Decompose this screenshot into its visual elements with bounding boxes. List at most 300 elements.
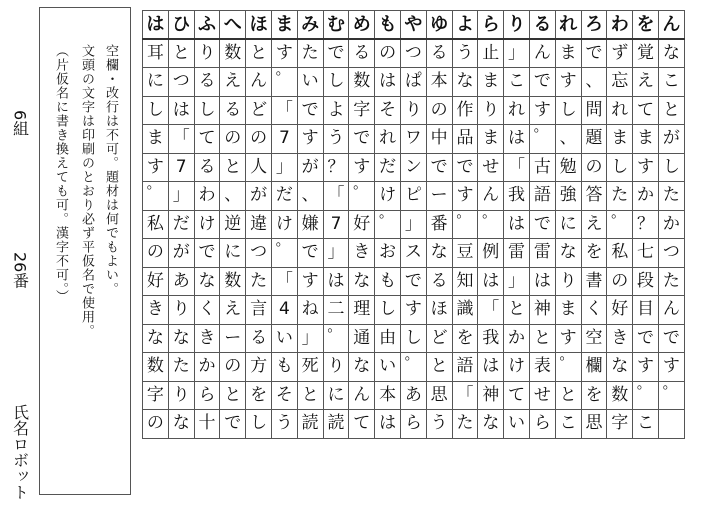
- grid-cell: て: [633, 96, 659, 125]
- grid-cell: は: [529, 267, 555, 296]
- rule-1: 空欄・改行は不可。題材は何でもよい。: [103, 44, 118, 296]
- grid-cell: 読: [323, 410, 349, 439]
- grid-cell: る: [426, 39, 452, 68]
- grid-cell: そ: [271, 381, 297, 410]
- grid-cell: た: [607, 182, 633, 211]
- grid-cell: ま: [143, 125, 169, 154]
- grid-cell: が: [297, 153, 323, 182]
- grid-cell: 語: [452, 353, 478, 382]
- grid-cell: た: [658, 267, 684, 296]
- grid-cell: 我: [478, 324, 504, 353]
- grid-cell: と: [504, 296, 530, 325]
- grid-cell: う: [452, 39, 478, 68]
- grid-row: [143, 410, 685, 439]
- grid-cell: 「: [323, 182, 349, 211]
- grid-cell: し: [658, 153, 684, 182]
- grid-header-cell: ろ: [581, 11, 607, 40]
- grid-header-cell: む: [323, 11, 349, 40]
- grid-cell: 字: [143, 381, 169, 410]
- grid-cell: の: [143, 239, 169, 268]
- grid-cell: う: [271, 410, 297, 439]
- grid-row: [143, 96, 685, 125]
- grid-cell: す: [633, 353, 659, 382]
- grid-cell: 空: [581, 324, 607, 353]
- grid-cell: が: [246, 182, 272, 211]
- grid-cell: 作: [452, 96, 478, 125]
- grid-cell: で: [633, 324, 659, 353]
- grid-cell: で: [529, 68, 555, 97]
- grid-cell: 字: [607, 410, 633, 439]
- grid-header-cell: れ: [555, 11, 581, 40]
- grid-cell: は: [478, 267, 504, 296]
- grid-cell: き: [194, 324, 220, 353]
- grid-cell: と: [168, 39, 194, 68]
- grid-cell: 、: [220, 182, 246, 211]
- name-label: 氏名ロボット: [10, 403, 30, 500]
- grid-cell: か: [633, 182, 659, 211]
- grid-cell: す: [529, 96, 555, 125]
- grid-cell: 4: [271, 296, 297, 325]
- grid-cell: で: [220, 410, 246, 439]
- grid-cell: 本: [426, 68, 452, 97]
- grid-cell: 数: [143, 353, 169, 382]
- grid-cell: と: [529, 324, 555, 353]
- grid-cell: 違: [246, 210, 272, 239]
- grid-cell: る: [349, 39, 375, 68]
- grid-cell: 7: [323, 210, 349, 239]
- grid-cell: ぱ: [400, 68, 426, 97]
- grid-cell: ま: [633, 125, 659, 154]
- grid-cell: ま: [555, 39, 581, 68]
- grid-cell: と: [220, 381, 246, 410]
- grid-cell: 古: [529, 153, 555, 182]
- grid-row: [143, 68, 685, 97]
- grid-cell: か: [658, 210, 684, 239]
- grid-cell: ず: [607, 39, 633, 68]
- grid-cell: 表: [529, 353, 555, 382]
- grid-header-cell: み: [297, 11, 323, 40]
- grid-cell: し: [555, 96, 581, 125]
- grid-cell: ゜: [143, 182, 169, 211]
- grid-cell: ね: [297, 296, 323, 325]
- grid-cell: い: [271, 324, 297, 353]
- grid-cell: で: [194, 239, 220, 268]
- grid-cell: き: [349, 239, 375, 268]
- grid-cell: を: [581, 239, 607, 268]
- grid-cell: 「: [271, 96, 297, 125]
- grid-cell: り: [168, 381, 194, 410]
- grid-row: [143, 39, 685, 68]
- grid-cell: の: [220, 125, 246, 154]
- grid-cell: 字: [349, 96, 375, 125]
- grid-cell: 神: [529, 296, 555, 325]
- grid-cell: で: [349, 125, 375, 154]
- grid-cell: け: [375, 182, 401, 211]
- grid-header-cell: る: [529, 11, 555, 40]
- grid-header-cell: ふ: [194, 11, 220, 40]
- grid-cell: あ: [400, 381, 426, 410]
- grid-row: [143, 239, 685, 268]
- grid-cell: は: [323, 267, 349, 296]
- grid-cell: こ: [633, 410, 659, 439]
- grid-cell: ゜: [452, 210, 478, 239]
- grid-cell: 神: [478, 381, 504, 410]
- grid-cell: な: [143, 324, 169, 353]
- grid-cell: 「: [478, 296, 504, 325]
- grid-cell: わ: [194, 182, 220, 211]
- grid-cell: り: [323, 353, 349, 382]
- grid-cell: つ: [246, 239, 272, 268]
- grid-cell: で: [400, 267, 426, 296]
- grid-cell: る: [194, 153, 220, 182]
- grid-cell: れ: [607, 96, 633, 125]
- grid-cell: 数: [607, 381, 633, 410]
- grid-cell: 答: [581, 182, 607, 211]
- grid-cell: 私: [607, 239, 633, 268]
- grid-cell: ん: [246, 68, 272, 97]
- grid-cell: す: [297, 125, 323, 154]
- grid-cell: 、: [581, 68, 607, 97]
- grid-cell: ゜: [400, 353, 426, 382]
- grid-header-cell: へ: [220, 11, 246, 40]
- grid-cell: ま: [555, 296, 581, 325]
- grid-header-row: [143, 11, 685, 40]
- grid-cell: こ: [658, 68, 684, 97]
- grid-cell: で: [658, 324, 684, 353]
- grid-cell: に: [555, 210, 581, 239]
- grid-cell: い: [297, 68, 323, 97]
- grid-cell: だ: [168, 210, 194, 239]
- grid-cell: 思: [581, 410, 607, 439]
- grid-cell: る: [246, 324, 272, 353]
- grid-cell: す: [271, 39, 297, 68]
- grid-cell: 段: [633, 267, 659, 296]
- grid-cell: 人: [246, 153, 272, 182]
- grid-cell: な: [658, 39, 684, 68]
- grid-cell: す: [400, 296, 426, 325]
- grid-cell: ゜: [607, 210, 633, 239]
- grid-cell: ん: [478, 182, 504, 211]
- grid-cell: ス: [400, 239, 426, 268]
- grid-cell: な: [478, 410, 504, 439]
- grid-cell: く: [194, 296, 220, 325]
- grid-cell: で: [529, 210, 555, 239]
- grid-cell: は: [504, 210, 530, 239]
- grid-cell: え: [633, 68, 659, 97]
- grid-cell: ゜: [349, 182, 375, 211]
- grid-cell: る: [426, 267, 452, 296]
- grid-cell: と: [555, 381, 581, 410]
- grid-cell: 耳: [143, 39, 169, 68]
- grid-cell: 雷: [529, 239, 555, 268]
- grid-cell: し: [246, 410, 272, 439]
- grid-cell: 雷: [504, 239, 530, 268]
- grid-cell: ー: [220, 324, 246, 353]
- grid-cell: ゜: [323, 324, 349, 353]
- grid-cell: 」: [504, 39, 530, 68]
- grid-cell: ン: [400, 153, 426, 182]
- grid-cell: す: [297, 267, 323, 296]
- grid-cell: た: [246, 267, 272, 296]
- grid-cell: で: [297, 239, 323, 268]
- grid-cell: 止: [478, 39, 504, 68]
- grid-cell: と: [426, 353, 452, 382]
- grid-cell: 」: [297, 324, 323, 353]
- grid-cell: 欄: [581, 353, 607, 382]
- grid-cell: だ: [271, 182, 297, 211]
- grid-cell: [658, 410, 684, 439]
- grid-cell: な: [607, 353, 633, 382]
- grid-cell: け: [271, 210, 297, 239]
- grid-cell: ほ: [426, 296, 452, 325]
- grid-cell: つ: [400, 39, 426, 68]
- grid-cell: た: [297, 39, 323, 68]
- grid-cell: 数: [220, 267, 246, 296]
- grid-cell: 嫌: [297, 210, 323, 239]
- grid-cell: よ: [323, 96, 349, 125]
- grid-cell: は: [168, 96, 194, 125]
- grid-cell: 思: [426, 381, 452, 410]
- grid-row: [143, 324, 685, 353]
- manuscript-grid: [142, 10, 685, 439]
- grid-cell: 読: [297, 410, 323, 439]
- grid-cell: の: [375, 39, 401, 68]
- grid-cell: し: [143, 96, 169, 125]
- grid-cell: 好: [607, 296, 633, 325]
- grid-cell: 好: [349, 210, 375, 239]
- grid-cell: つ: [168, 68, 194, 97]
- rule-2: 文頭の文字は印刷のとおり必ず平仮名で使用。: [79, 44, 94, 338]
- grid-cell: に: [143, 68, 169, 97]
- grid-cell: せ: [478, 153, 504, 182]
- grid-cell: な: [194, 267, 220, 296]
- grid-cell: ピ: [400, 182, 426, 211]
- grid-cell: た: [168, 353, 194, 382]
- grid-cell: ど: [246, 96, 272, 125]
- grid-cell: 逆: [220, 210, 246, 239]
- grid-cell: と: [246, 39, 272, 68]
- grid-cell: 7: [271, 125, 297, 154]
- grid-cell: あ: [168, 267, 194, 296]
- number-label: 26番: [10, 251, 30, 289]
- grid-cell: を: [581, 381, 607, 410]
- grid-cell: も: [271, 353, 297, 382]
- grid-cell: ら: [400, 410, 426, 439]
- grid-cell: ゜: [658, 381, 684, 410]
- grid-cell: 死: [297, 353, 323, 382]
- grid-header-cell: や: [400, 11, 426, 40]
- grid-cell: て: [504, 381, 530, 410]
- grid-cell: は: [375, 410, 401, 439]
- grid-cell: ゜: [633, 381, 659, 410]
- grid-cell: い: [504, 410, 530, 439]
- grid-cell: ワ: [400, 125, 426, 154]
- grid-cell: り: [194, 39, 220, 68]
- grid-cell: き: [143, 296, 169, 325]
- grid-header-cell: ん: [658, 11, 684, 40]
- grid-cell: 書: [581, 267, 607, 296]
- grid-cell: き: [607, 324, 633, 353]
- grid-cell: 例: [478, 239, 504, 268]
- grid-cell: か: [194, 353, 220, 382]
- grid-cell: 本: [375, 381, 401, 410]
- grid-cell: も: [375, 267, 401, 296]
- grid-cell: 数: [349, 68, 375, 97]
- grid-cell: す: [555, 324, 581, 353]
- grid-cell: 中: [426, 125, 452, 154]
- grid-cell: 「: [271, 267, 297, 296]
- grid-row: [143, 125, 685, 154]
- grid-cell: す: [555, 68, 581, 97]
- grid-cell: せ: [529, 381, 555, 410]
- grid-cell: ん: [658, 296, 684, 325]
- grid-cell: の: [143, 410, 169, 439]
- grid-cell: な: [555, 239, 581, 268]
- grid-header-cell: ほ: [246, 11, 272, 40]
- grid-cell: お: [375, 239, 401, 268]
- grid-cell: の: [246, 125, 272, 154]
- grid-cell: で: [323, 39, 349, 68]
- grid-cell: に: [323, 381, 349, 410]
- grid-cell: は: [375, 68, 401, 97]
- grid-cell: え: [581, 210, 607, 239]
- grid-cell: が: [658, 125, 684, 154]
- grid-cell: ん: [349, 381, 375, 410]
- grid-cell: を: [246, 381, 272, 410]
- grid-cell: の: [607, 267, 633, 296]
- grid-cell: う: [426, 410, 452, 439]
- grid-cell: を: [452, 324, 478, 353]
- grid-cell: し: [194, 96, 220, 125]
- grid-cell: す: [452, 182, 478, 211]
- grid-cell: 識: [452, 296, 478, 325]
- grid-cell: 二: [323, 296, 349, 325]
- grid-cell: ゜: [529, 125, 555, 154]
- grid-header-cell: ま: [271, 11, 297, 40]
- grid-cell: だ: [375, 153, 401, 182]
- grid-cell: ？: [633, 210, 659, 239]
- grid-cell: 数: [220, 39, 246, 68]
- grid-cell: け: [504, 353, 530, 382]
- grid-cell: 由: [375, 324, 401, 353]
- grid-cell: た: [658, 182, 684, 211]
- grid-cell: な: [349, 267, 375, 296]
- grid-row: [143, 153, 685, 182]
- grid-header-cell: め: [349, 11, 375, 40]
- grid-cell: ま: [607, 125, 633, 154]
- grid-cell: 」: [323, 239, 349, 268]
- grid-cell: す: [349, 153, 375, 182]
- grid-cell: 我: [504, 182, 530, 211]
- grid-cell: は: [504, 125, 530, 154]
- grid-cell: と: [658, 96, 684, 125]
- grid-cell: 忘: [607, 68, 633, 97]
- grid-cell: こ: [555, 410, 581, 439]
- grid-header-cell: ら: [478, 11, 504, 40]
- grid-cell: し: [323, 68, 349, 97]
- grid-cell: る: [220, 96, 246, 125]
- grid-cell: し: [607, 153, 633, 182]
- grid-cell: し: [375, 296, 401, 325]
- grid-cell: 問: [581, 96, 607, 125]
- grid-cell: ？: [323, 153, 349, 182]
- grid-cell: え: [220, 296, 246, 325]
- grid-cell: の: [220, 353, 246, 382]
- grid-cell: す: [633, 153, 659, 182]
- grid-cell: り: [168, 296, 194, 325]
- grid-cell: 通: [349, 324, 375, 353]
- grid-cell: 番: [426, 210, 452, 239]
- grid-cell: 7: [168, 153, 194, 182]
- grid-header-cell: ひ: [168, 11, 194, 40]
- grid-cell: な: [168, 410, 194, 439]
- grid-cell: 私: [143, 210, 169, 239]
- grid-header-cell: ゆ: [426, 11, 452, 40]
- grid-cell: 」: [168, 182, 194, 211]
- grid-cell: る: [194, 68, 220, 97]
- rule-3: （片仮名に書き換えても可。漢字不可。）: [53, 44, 68, 304]
- grid-cell: な: [349, 353, 375, 382]
- grid-cell: す: [658, 353, 684, 382]
- grid-cell: 「: [504, 153, 530, 182]
- grid-cell: 豆: [452, 239, 478, 268]
- grid-cell: た: [452, 410, 478, 439]
- grid-cell: の: [426, 96, 452, 125]
- grid-row: [143, 182, 685, 211]
- class-label: 6組: [10, 110, 30, 137]
- grid-header-cell: り: [504, 11, 530, 40]
- grid-cell: 理: [349, 296, 375, 325]
- grid-cell: と: [297, 381, 323, 410]
- grid-cell: そ: [375, 96, 401, 125]
- grid-cell: ま: [478, 125, 504, 154]
- grid-cell: か: [504, 324, 530, 353]
- grid-cell: 勉: [555, 153, 581, 182]
- grid-cell: れ: [375, 125, 401, 154]
- grid-cell: な: [168, 324, 194, 353]
- grid-header-cell: よ: [452, 11, 478, 40]
- grid-cell: こ: [504, 68, 530, 97]
- grid-cell: 」: [400, 210, 426, 239]
- grid-cell: で: [581, 39, 607, 68]
- grid-cell: つ: [658, 239, 684, 268]
- grid-cell: し: [400, 324, 426, 353]
- grid-cell: え: [220, 68, 246, 97]
- grid-cell: 語: [529, 182, 555, 211]
- grid-cell: で: [426, 153, 452, 182]
- grid-cell: な: [452, 68, 478, 97]
- grid-cell: く: [581, 296, 607, 325]
- grid-cell: 知: [452, 267, 478, 296]
- grid-header-cell: は: [143, 11, 169, 40]
- grid-cell: 十: [194, 410, 220, 439]
- grid-cell: 方: [246, 353, 272, 382]
- grid-cell: 覚: [633, 39, 659, 68]
- grid-cell: う: [323, 125, 349, 154]
- grid-cell: 好: [143, 267, 169, 296]
- grid-cell: れ: [504, 96, 530, 125]
- grid-cell: ま: [478, 68, 504, 97]
- grid-header-cell: も: [375, 11, 401, 40]
- grid-cell: す: [143, 153, 169, 182]
- grid-cell: ら: [529, 410, 555, 439]
- grid-cell: に: [220, 239, 246, 268]
- grid-cell: の: [581, 153, 607, 182]
- grid-row: [143, 210, 685, 239]
- grid-header-cell: を: [633, 11, 659, 40]
- grid-cell: で: [297, 96, 323, 125]
- grid-header-cell: わ: [607, 11, 633, 40]
